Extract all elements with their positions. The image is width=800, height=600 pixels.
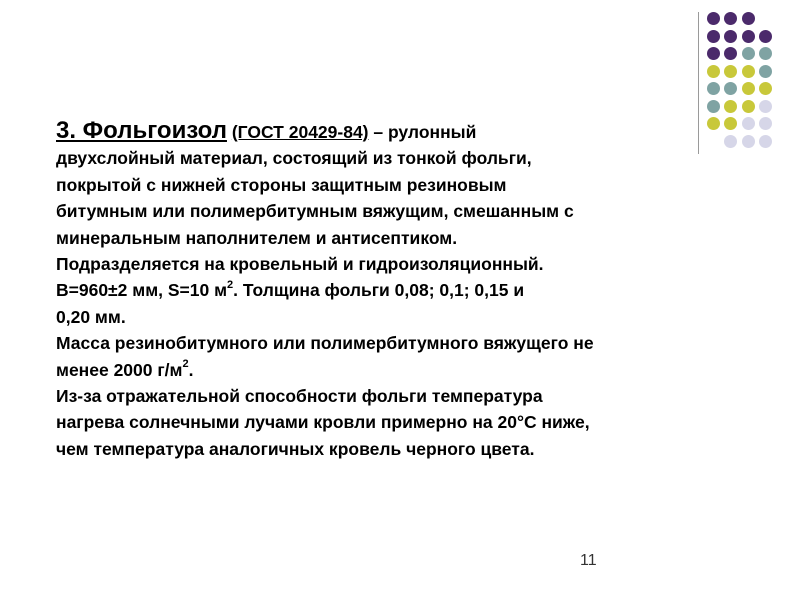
gost-reference: (ГОСТ 20429-84) <box>231 122 369 142</box>
decorative-dot <box>759 82 772 95</box>
decorative-dot <box>707 12 720 25</box>
slide-body <box>56 118 756 462</box>
decorative-dot <box>707 47 720 60</box>
decorative-dot <box>707 82 720 95</box>
decorative-dot <box>707 30 720 43</box>
mass-superscript: 2 <box>182 357 189 370</box>
size-superscript: 2 <box>227 278 234 291</box>
decorative-dot <box>759 100 772 113</box>
reflect-line: Из-за отражательной способности фольги температура <box>56 386 543 407</box>
mass-value-end: . <box>188 359 194 380</box>
decorative-dot <box>724 100 737 113</box>
mass-line: Масса резинобитумного или полимербитумного вяжущего не <box>56 333 594 354</box>
decorative-dot <box>724 47 737 60</box>
decorative-dot <box>759 135 772 148</box>
size-line <box>56 277 756 303</box>
decorative-dot <box>742 65 755 78</box>
decorative-dot <box>742 47 755 60</box>
heading-line <box>56 118 756 145</box>
mass-value-text: менее 2000 г/м <box>56 359 183 380</box>
decorative-dot <box>724 82 737 95</box>
heading-continuation: – рулонный <box>368 122 477 142</box>
body-line: двухслойный материал, состоящий из тонкой фольги, <box>56 148 532 169</box>
decorative-dot <box>707 100 720 113</box>
decorative-dot <box>759 65 772 78</box>
decorative-dot <box>759 47 772 60</box>
decorative-dot <box>724 12 737 25</box>
decorative-dot <box>742 82 755 95</box>
decorative-dot <box>759 30 772 43</box>
page-number: 11 <box>580 552 597 569</box>
mass-value-line <box>56 357 756 383</box>
body-line: минеральным наполнителем и антисептиком. <box>56 227 458 248</box>
reflect-line: нагрева солнечными лучами кровли примерно на 20°С ниже, <box>56 412 590 433</box>
body-line: покрытой с нижней стороны защитным резиновым <box>56 174 507 195</box>
body-line: битумным или полимербитумным вяжущим, смешанным с <box>56 201 574 222</box>
thickness-text: . Толщина фольги 0,08; 0,1; 0,15 и <box>233 280 525 301</box>
decorative-dot <box>742 12 755 25</box>
reflect-line: чем температура аналогичных кровель черного цвета. <box>56 438 535 459</box>
body-line: Подразделяется на кровельный и гидроизоляционный. <box>56 254 544 275</box>
decorative-dot <box>742 100 755 113</box>
decorative-dot <box>742 30 755 43</box>
decorative-dot <box>707 65 720 78</box>
thickness-end-line: 0,20 мм. <box>56 306 126 327</box>
decorative-dot <box>759 117 772 130</box>
decorative-dot <box>724 30 737 43</box>
size-text: B=960±2 мм, S=10 м <box>56 280 228 301</box>
slide-heading: 3. Фольгоизол <box>56 117 227 144</box>
decorative-dot <box>724 65 737 78</box>
